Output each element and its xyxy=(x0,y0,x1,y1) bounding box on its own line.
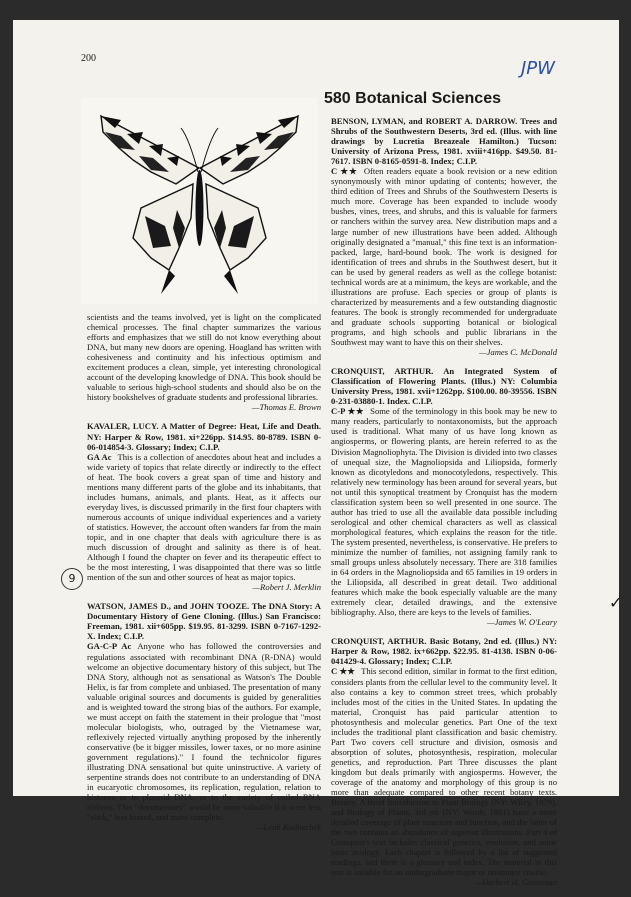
reviewer: —Leah Koditschek xyxy=(255,822,321,833)
review-body: Often readers equate a book revision or a new edition synonymously with minor updating of contents; however, the third edition of Trees and Shrubs of the Southwestern Deserts is much more. Coverage has been expanded to include woody bushes, vines, trees, and shrubs, and this is valuable for farmers or ranchers within the survey area. New distribution maps and a large number of new illustrations have been added. Although originally designated a "manual," this fine text is an information-packed, large, hard-bound book. The work is designed for identification of trees and shrubs in the Southwest desert, but it can be used by general readers as well as the college botanist: technical words are at a minimum, the keys are workable, and the illustrations are profuse. Each species or group of plants is characterized by measurements and a few outstanding diagnostic features. The book is strongly recommended for undergraduate and graduate schools supporting botanical or biological programs, and high schools and public librarians in the Southwest may want to have this on their shelves. xyxy=(331,166,557,348)
reviewer: —Robert J. Merklin xyxy=(252,582,321,593)
review-body: This is a collection of anecdotes about heat and includes a wide variety of topics that relate directly or indirectly to the effect of heat. The book covers a great span of time and history and mentions many different parts of the globe and its inhabitants, that includes humans, animals, and plants. Heat, as it affects our everyday lives, is discussed primarily in the first four chapters with numerous accounts of unique individual experiences and a variety of statistics. However, the account often wanders far from the main topic, and in one chapter that deals with agriculture there is as much discussion of drought and salinity as there is of heat. Although I found the chapter on fever and its therapeutic effect to be the most interesting, I was disappointed that there was so little mention of the sun and other sources of heat as major topics. xyxy=(87,451,321,583)
review-entry xyxy=(331,636,557,887)
grade-label: C ★★ xyxy=(331,166,358,177)
handwritten-initials: JPW xyxy=(521,58,555,79)
entry-heading: CRONQUIST, ARTHUR. An Integrated System of Classification of Flowering Plants. (Illus.) NY: Columbia University Press, 1981. xvii+1262pp. $100.00. 80-39556. ISBN 0-231-03880-1. Index. C.I.P. xyxy=(331,366,557,407)
reviewer: —James C. McDonald xyxy=(478,347,557,358)
review-body: Some of the terminology in this book may be new to many readers, particularly to nontaxonomists, but the approach used is traditional. What many of us have long known as angiosperms, or flowering plants, are herein referred to as the Division Magnoliophyta. The Division is divided into two classes of unequal size, the Magnoliopsida and Liliopsida, formerly known as dicotyledons and monocotyledons, respectively. This relatively new terminology has been around for several years, but not until this synoptical treatment by Cronquist has the modern classification system been so well presented in one source. The author has tried to use all the available data possible including serological and other chemical characters as well as classical morphological features, which explains the reason for the title. The system presented, nevertheless, is conservative. He prefers to minimize the number of families, not assigning family rank to small groups unless absolutely necessary. There are 318 families in 64 orders in the Magnoliopsida and 65 families in 19 orders in the Liliopsida, all described in great detail. Two additional features which make the book especially valuable are the many extremely clear, detailed drawings, and the extensive bibliography. Also, there are keys to the levels of families. xyxy=(331,406,557,618)
entry-heading: KAVALER, LUCY. A Matter of Degree: Heat, Life and Death. NY: Harper & Row, 1981. xi+226pp. $14.95. 80-8789. ISBN 0-06-014854-3. Glossary; Index; C.I.P. xyxy=(87,421,321,452)
section-title: 580 Botanical Sciences xyxy=(324,90,501,107)
reviewer: —James W. O'Leary xyxy=(486,617,557,628)
document-page xyxy=(13,20,623,888)
grade-label: C ★★ xyxy=(331,666,356,677)
review-entry xyxy=(87,601,321,832)
review-entry xyxy=(87,421,321,592)
entry-heading: WATSON, JAMES D., and JOHN TOOZE. The DNA Story: A Documentary History of Gene Cloning. (Illus.) San Francisco: Freeman, 1981. xii+605pp. $19.95. 81-3299. ISBN 0-7167-1292-X. Index; C.I.P. xyxy=(87,601,321,642)
review-body: This second edition, similar in format to the first edition, considers plants from the cellular level to the community level. It also contains a key to common street trees, which probably includes most of the cities in the United States. In updating the material, Cronquist has paid particular attention to photosynthesis and molecular genetics. Part One of the text includes the traditional plant classification and basic chemistry. Part Two covers cell structure and division, osmosis and absorption of solutes, photosynthesis, respiration, molecular genetics, and reproduction. Part Three discusses the plant kingdom but deals primarily with angiosperms. However, the coverage of the anatomy and morphology of this group is no more than adequate compared to other recent botany texts. Botany, A Brief Introduction to Plant Biology (NY: Wiley, 1979), and Biology of Plants, 3rd ed. (NY: Worth, 1981) have a more detailed coverage of plant structure and function, and the latter of the two contains an abundance of superior illustrations. Part 4 of Cronquist's text includes classical genetics, evolution, and some basic ecology. Each chapter is followed by a list of suggested readings, and there is a glossary and index. The material in this text is suitable for an undergraduate major or nonmajor course. xyxy=(331,666,557,878)
butterfly-illustration xyxy=(81,98,318,304)
right-column xyxy=(331,116,557,897)
continuation-text: scientists and the teams involved, yet is light on the complicated chemical processes. The final chapter summarizes the various efforts and emphasizes that we still do not know everything about DNA, but many new doors are opening. Hoagland has written with cohesiveness and continuity and his infectious optimism and excitement produces a clean, simple, yet interesting chronological account of the developing knowledge of DNA. This book should be valuable to serious high-school students and should also be on the history bookshelves of graduate students and professional libraries. xyxy=(87,312,321,403)
continuation-review xyxy=(87,312,321,412)
page-number: 200 xyxy=(81,53,96,64)
entry-heading: BENSON, LYMAN, and ROBERT A. DARROW. Trees and Shrubs of the Southwestern Deserts, 3rd ed. (Illus. with line drawings by Lucretia Breazeale Hamilton.) Tucson: University of Arizona Press, 1981. xviii+416pp. $49.50. 81-7617. ISBN 0-8165-0591-8. Index; C.I.P. xyxy=(331,116,557,167)
reviewer: —Herbert H. Grossman xyxy=(474,877,557,888)
entry-heading: CRONQUIST, ARTHUR. Basic Botany, 2nd ed. (Illus.) NY: Harper & Row, 1982. ix+662pp. $22.95. 81-4138. ISBN 0-06-041429-4. Glossary; Index; C.I.P. xyxy=(331,636,557,667)
margin-tick-mark: ✓ xyxy=(609,593,623,612)
review-entry xyxy=(331,116,557,357)
margin-circle-mark: 9 xyxy=(61,568,83,590)
grade-label: C-P ★★ xyxy=(331,406,365,417)
grade-label: GA-C-P Ac xyxy=(87,641,132,652)
reviewer: —Thomas E. Brown xyxy=(251,402,321,413)
left-column xyxy=(87,312,321,841)
grade-label: GA Ac xyxy=(87,451,112,462)
review-body: Anyone who has followed the controversies and regulations associated with recombinant DNA (R-DNA) would welcome an objective documentary history of this subject, but The DNA Story, although not as sensational as Watson's The Double Helix, is far from complete and unbiased. The presentation of many valuable original sources and documents is guided by generalities and is weighted toward the strong bias of the authors. For example, we must accept on faith the statement in their prologue that "most molecular biologists, who, outraged by the Vietnamese war, reflexively rejected virtually anything proposed by the inherently conservative (be it bigger missiles, lower taxes, or no more asinine government regulations)." I found the technicolor figures illustrating DNA sensational but quite uninstructive. A variety of serpentine strands does not contribute to an understanding of DNA in eucaryotic chromosomes, its replication, regulation, relation to histones or to plasmid DNA, or to the variety of coiled RNA ribbons. This "documentary" would be more valuable if it were less "slick," less biased, and more complete. xyxy=(87,641,321,823)
review-entry xyxy=(331,366,557,627)
